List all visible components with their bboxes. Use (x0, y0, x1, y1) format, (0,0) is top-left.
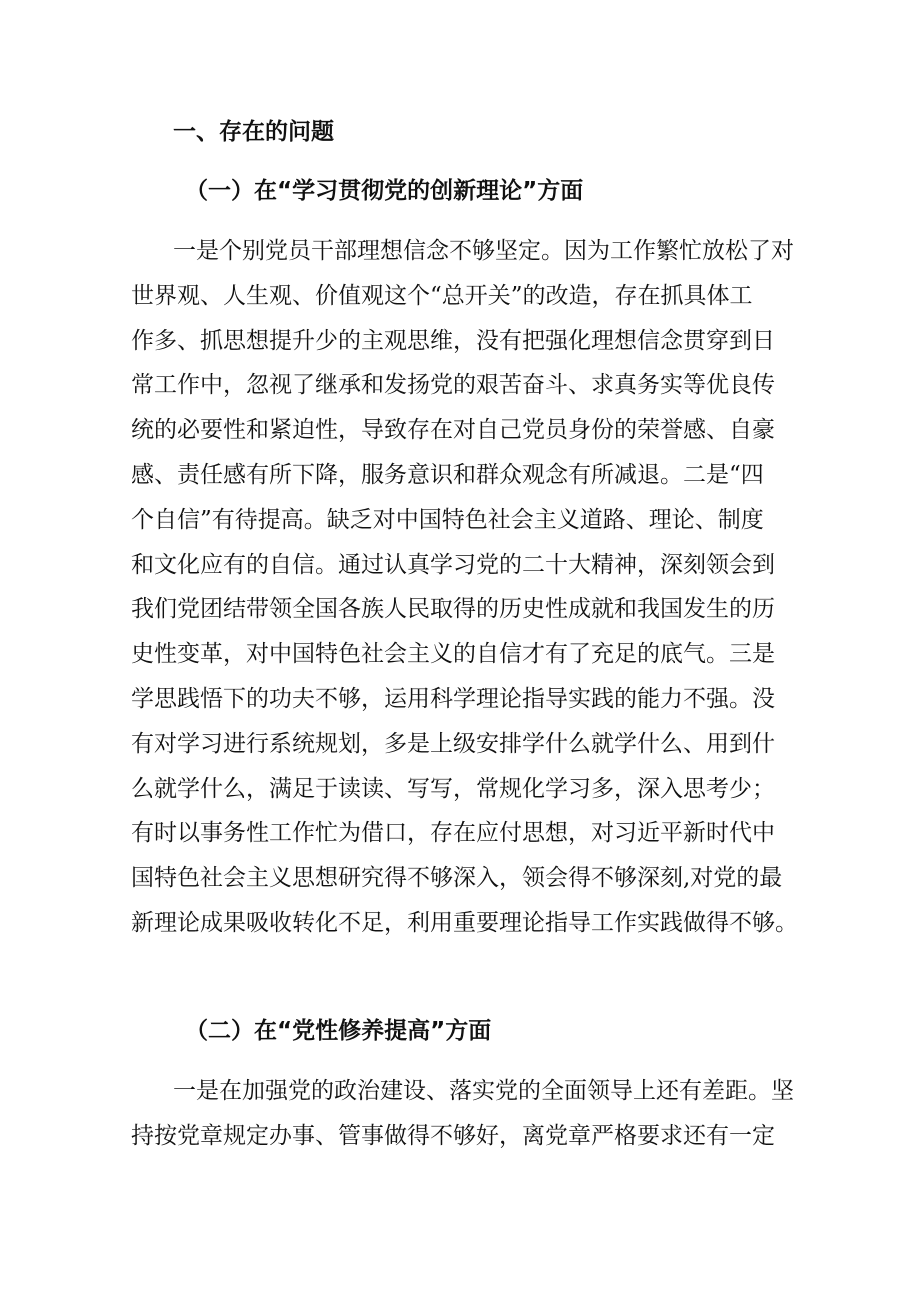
subsection-heading: （一）在“学习贯彻党的创新理论”方面 (185, 178, 584, 204)
text-line: 么就学什么，满足于读读、写写，常规化学习多，深入思考少； (131, 775, 775, 802)
text-line: 作多、抓思想提升少的主观思维，没有把强化理想信念贯穿到日 (131, 327, 775, 354)
paragraph (131, 1069, 796, 1159)
text-line: 常工作中，忽视了继承和发扬党的艰苦奋斗、求真务实等优良传 (131, 372, 775, 399)
text-line: 学思践悟下的功夫不够，运用科学理论指导实践的能力不强。没 (131, 685, 775, 712)
text-line: 史性变革，对中国特色社会主义的自信才有了充足的底气。三是 (131, 641, 775, 668)
text-line: 一是在加强党的政治建设、落实党的全面领导上还有差距。坚 (173, 1078, 794, 1104)
text-line: 新理论成果吸收转化不足，利用重要理论指导工作实践做得不够。 (131, 909, 798, 936)
text-line: 一是个别党员干部理想信念不够坚定。因为工作繁忙放松了对 (173, 238, 794, 264)
text-line: 持按党章规定办事、管事做得不够好，离党章严格要求还有一定 (131, 1122, 775, 1149)
text-line: 和文化应有的自信。通过认真学习党的二十大精神，深刻领会到 (131, 551, 775, 578)
text-line: 有时以事务性工作忙为借口，存在应付思想，对习近平新时代中 (131, 820, 775, 847)
text-line: 统的必要性和紧迫性，导致存在对自己党员身份的荣誉感、自豪 (131, 417, 775, 444)
section-title: 一、存在的问题 (173, 119, 334, 145)
text-line: 我们党团结带领全国各族人民取得的历史性成就和我国发生的历 (131, 596, 775, 623)
subsection-heading: （二）在“党性修养提高”方面 (185, 1018, 492, 1044)
text-line: 个自信”有待提高。缺乏对中国特色社会主义道路、理论、制度 (131, 506, 764, 533)
text-line: 有对学习进行系统规划，多是上级安排学什么就学什么、用到什 (131, 730, 775, 757)
paragraph (131, 229, 796, 946)
text-line: 世界观、人生观、价值观这个“总开关”的改造，存在抓具体工 (131, 282, 753, 309)
text-line: 感、责任感有所下降，服务意识和群众观念有所减退。二是“四 (131, 461, 764, 488)
text-line: 国特色社会主义思想研究得不够深入，领会得不够深刻,对党的最 (131, 865, 783, 892)
